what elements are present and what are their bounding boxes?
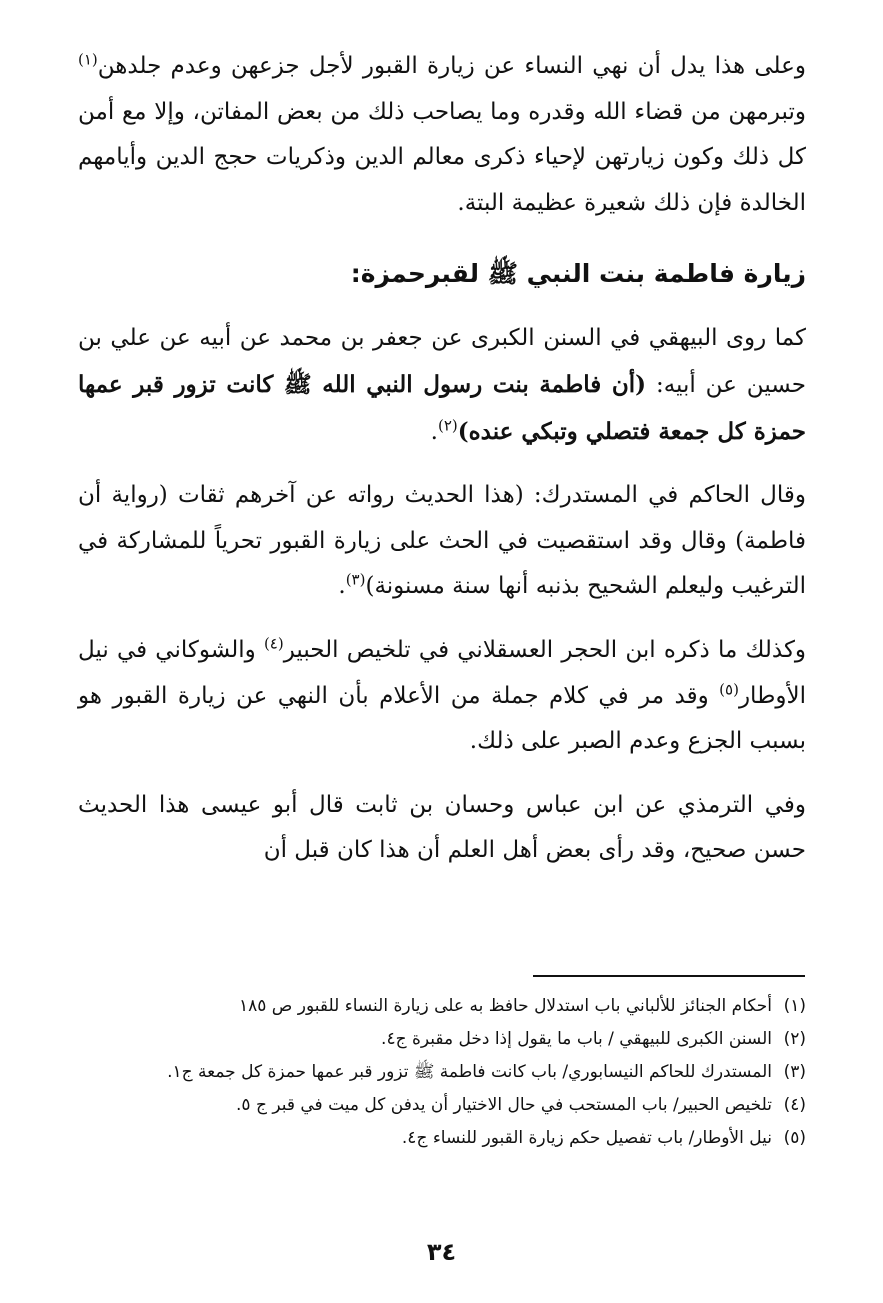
footnote-item bbox=[78, 1122, 806, 1155]
paragraph-1-rest: وتبرمهن من قضاء الله وقدره وما يصاحب ذلك من بعض المفاتن، وإلا مع أمن كل ذلك وكون زيارتهن لإحياء ذكرى معالم الدين وذكريات حجج الدين وأيامهم الخالدة فإن ذلك شعيرة عظيمة البتة. bbox=[78, 98, 806, 216]
footnotes bbox=[78, 990, 806, 1155]
paragraph-2 bbox=[78, 316, 806, 455]
footnote-number: (٢) bbox=[783, 1029, 806, 1049]
footnote-ref-5[interactable]: (٥) bbox=[719, 679, 739, 698]
paragraph-3 bbox=[78, 473, 806, 610]
footnote-number: (٥) bbox=[783, 1128, 806, 1148]
footnote-divider bbox=[533, 975, 805, 977]
footnote-item bbox=[78, 1023, 806, 1056]
paragraph-1-text: وعلى هذا يدل أن نهي النساء عن زيارة القبور لأجل جزعهن وعدم جلدهن bbox=[97, 53, 806, 79]
footnote-ref-4[interactable]: (٤) bbox=[263, 634, 284, 653]
paragraph-5-text: وفي الترمذي عن ابن عباس وحسان بن ثابت قال أبو عيسى هذا الحديث حسن صحيح، وقد رأى بعض أهل العلم أن هذا كان قبل أن bbox=[78, 791, 806, 864]
footnote-text: المستدرك للحاكم النيسابوري/ باب كانت فاطمة ﷺ تزور قبر عمها حمزة كل جمعة ج١. bbox=[167, 1062, 772, 1082]
footnote-item bbox=[78, 990, 806, 1023]
page-number: ٣٤ bbox=[426, 1238, 457, 1266]
paragraph-2-end: . bbox=[430, 418, 438, 445]
paragraph-3-end: . bbox=[338, 573, 346, 600]
footnote-number: (٣) bbox=[783, 1062, 806, 1082]
paragraph-4-rest: وقد مر في كلام جملة من الأعلام بأن النهي عن زيارة القبور هو بسبب الجزع وعدم الصبر على ذلك. bbox=[78, 682, 806, 755]
paragraph-4-text: وكذلك ما ذكره ابن الحجر العسقلاني في تلخيص الحبير bbox=[283, 636, 806, 663]
paragraph-5 bbox=[78, 783, 806, 874]
paragraph-4-mid: والشوكاني في نيل الأوطار bbox=[78, 636, 806, 709]
footnote-number: (١) bbox=[783, 996, 806, 1016]
paragraph-4 bbox=[78, 628, 806, 765]
footnote-ref-3[interactable]: (٣) bbox=[345, 570, 366, 589]
section-heading: زيارة فاطمة بنت النبي ﷺ لقبرحمزة: bbox=[350, 259, 806, 289]
footnote-text: أحكام الجنائز للألباني باب استدلال حافظ به على زيارة النساء للقبور ص ١٨٥ bbox=[239, 996, 772, 1016]
footnote-number: (٤) bbox=[783, 1095, 806, 1115]
footnote-text: تلخيص الحبير/ باب المستحب في حال الاختيار أن يدفن كل ميت في قبر ج ٥. bbox=[236, 1095, 772, 1115]
main-text bbox=[78, 44, 806, 874]
footnote-ref-2[interactable]: (٢) bbox=[437, 415, 458, 434]
paragraph-3-text: وقال الحاكم في المستدرك: (هذا الحديث رواته عن آخرهم ثقات (رواية أن فاطمة) وقال وقد استقصيت في الحث على زيارة القبور تحرياً للمشاركة في الترغيب وليعلم الشحيح بذنبه أنها سنة مسنونة) bbox=[78, 482, 806, 600]
footnote-text: نيل الأوطار/ باب تفصيل حكم زيارة القبور للنساء ج٤. bbox=[401, 1128, 772, 1148]
footnote-ref-1[interactable]: (١) bbox=[78, 50, 98, 69]
footnote-item bbox=[78, 1056, 806, 1089]
hadith-quote: (أن فاطمة بنت رسول النبي الله ﷺ كانت تزور قبر عمها حمزة كل جمعة فتصلي وتبكي عنده) bbox=[78, 370, 806, 445]
footnote-item bbox=[78, 1089, 806, 1122]
paragraph-2-text: كما روى البيهقي في السنن الكبرى عن جعفر بن محمد عن أبيه عن علي بن حسين عن أبيه: bbox=[78, 325, 806, 398]
footnote-text: السنن الكبرى للبيهقي / باب ما يقول إذا دخل مقبرة ج٤. bbox=[381, 1029, 772, 1049]
paragraph-1 bbox=[78, 44, 806, 226]
